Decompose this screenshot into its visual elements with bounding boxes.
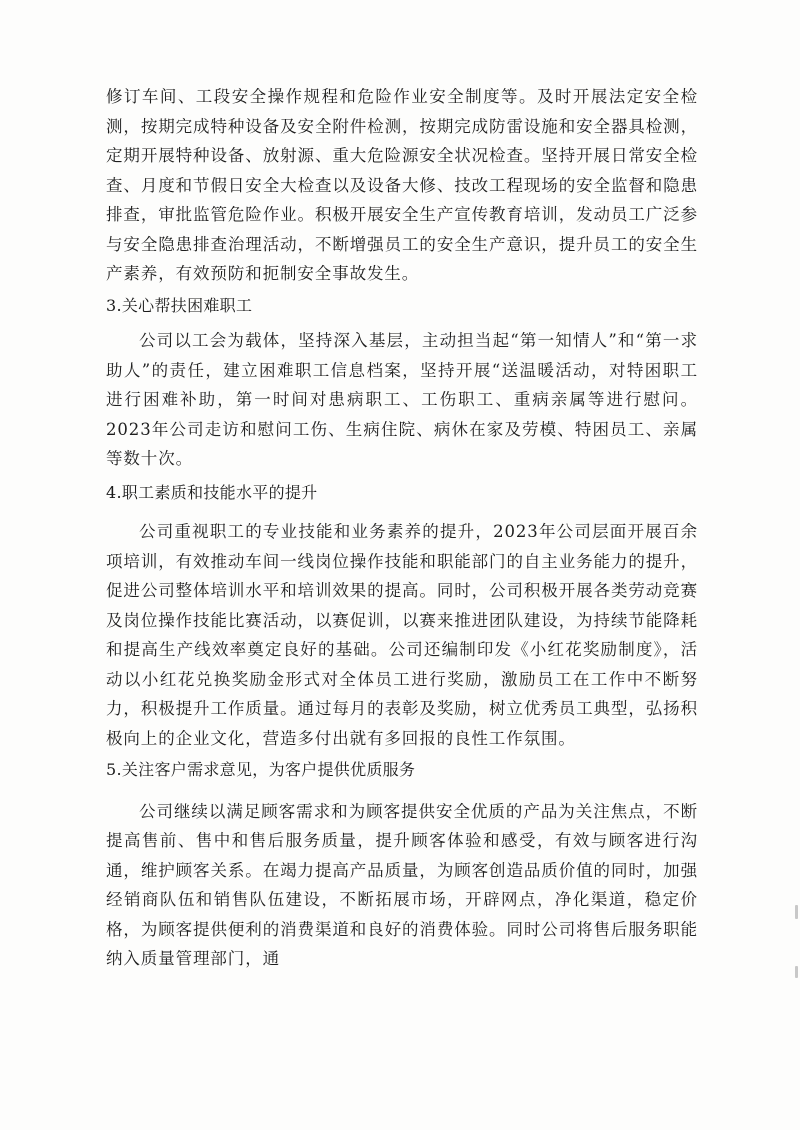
paragraph-skills-improvement: 公司重视职工的专业技能和业务素养的提升，2023年公司层面开展百余项培训，有效推动车间一线岗位操作技能和职能部门的自主业务能力的提升，促进公司整体培训水平和培训效果的提高。同时，公司积极开展各类劳动竞赛及岗位操作技能比赛活动，以赛促训，以赛来推进团队建设，为持续节能降耗和提高生产线效率奠定良好的基础。公司还编制印发《小红花奖励制度》，活动以小红花兑换奖励金形式对全体员工进行奖励，激励员工在工作中不断努力，积极提升工作质量。通过每月的表彰及奖励，树立优秀员工典型，弘扬积极向上的企业文化，营造多付出就有多回报的良性工作氛围。 <box>106 522 698 748</box>
scan-edge-mark <box>795 966 798 978</box>
paragraph-customer-service: 公司继续以满足顾客需求和为顾客提供安全优质的产品为关注焦点，不断提高售前、售中和售后服务质量，提升顾客体验和感受，有效与顾客进行沟通，维护顾客关系。在竭力提高产品质量，为顾客创造品质价值的同时，加强经销商队伍和销售队伍建设，不断拓展市场，开辟网点，净化渠道，稳定价格，为顾客提供便利的消费渠道和良好的消费体验。同时公司将售后服务职能纳入质量管理部门，通 <box>106 801 698 968</box>
scan-edge-mark <box>795 905 798 919</box>
section-heading-4: 4.职工素质和技能水平的提升 <box>106 482 318 502</box>
paragraph-safety-management: 修订车间、工段安全操作规程和危险作业安全制度等。及时开展法定安全检测，按期完成特种设备及安全附件检测，按期完成防雷设施和安全器具检测，定期开展特种设备、放射源、重大危险源安全状况检查。坚持开展日常安全检查、月度和节假日安全大检查以及设备大修、技改工程现场的安全监督和隐患排查，审批监管危险作业。积极开展安全生产宣传教育培训，发动员工广泛参与安全隐患排查治理活动，不断增强员工的安全生产意识，提升员工的安全生产素养，有效预防和扼制安全事故发生。 <box>106 87 698 283</box>
section-heading-3: 3.关心帮扶困难职工 <box>106 295 253 315</box>
section-heading-5: 5.关注客户需求意见，为客户提供优质服务 <box>106 760 416 779</box>
document-body <box>106 82 698 974</box>
paragraph-assist-employees: 公司以工会为载体，坚持深入基层，主动担当起“第一知情人”和“第一求助人”的责任，建立困难职工信息档案，坚持开展“送温暖活动，对特困职工进行困难补助，第一时间对患病职工、工伤职工、重病亲属等进行慰问。2023年公司走访和慰问工伤、生病住院、病休在家及劳模、特困员工、亲属等数十次。 <box>106 331 698 468</box>
